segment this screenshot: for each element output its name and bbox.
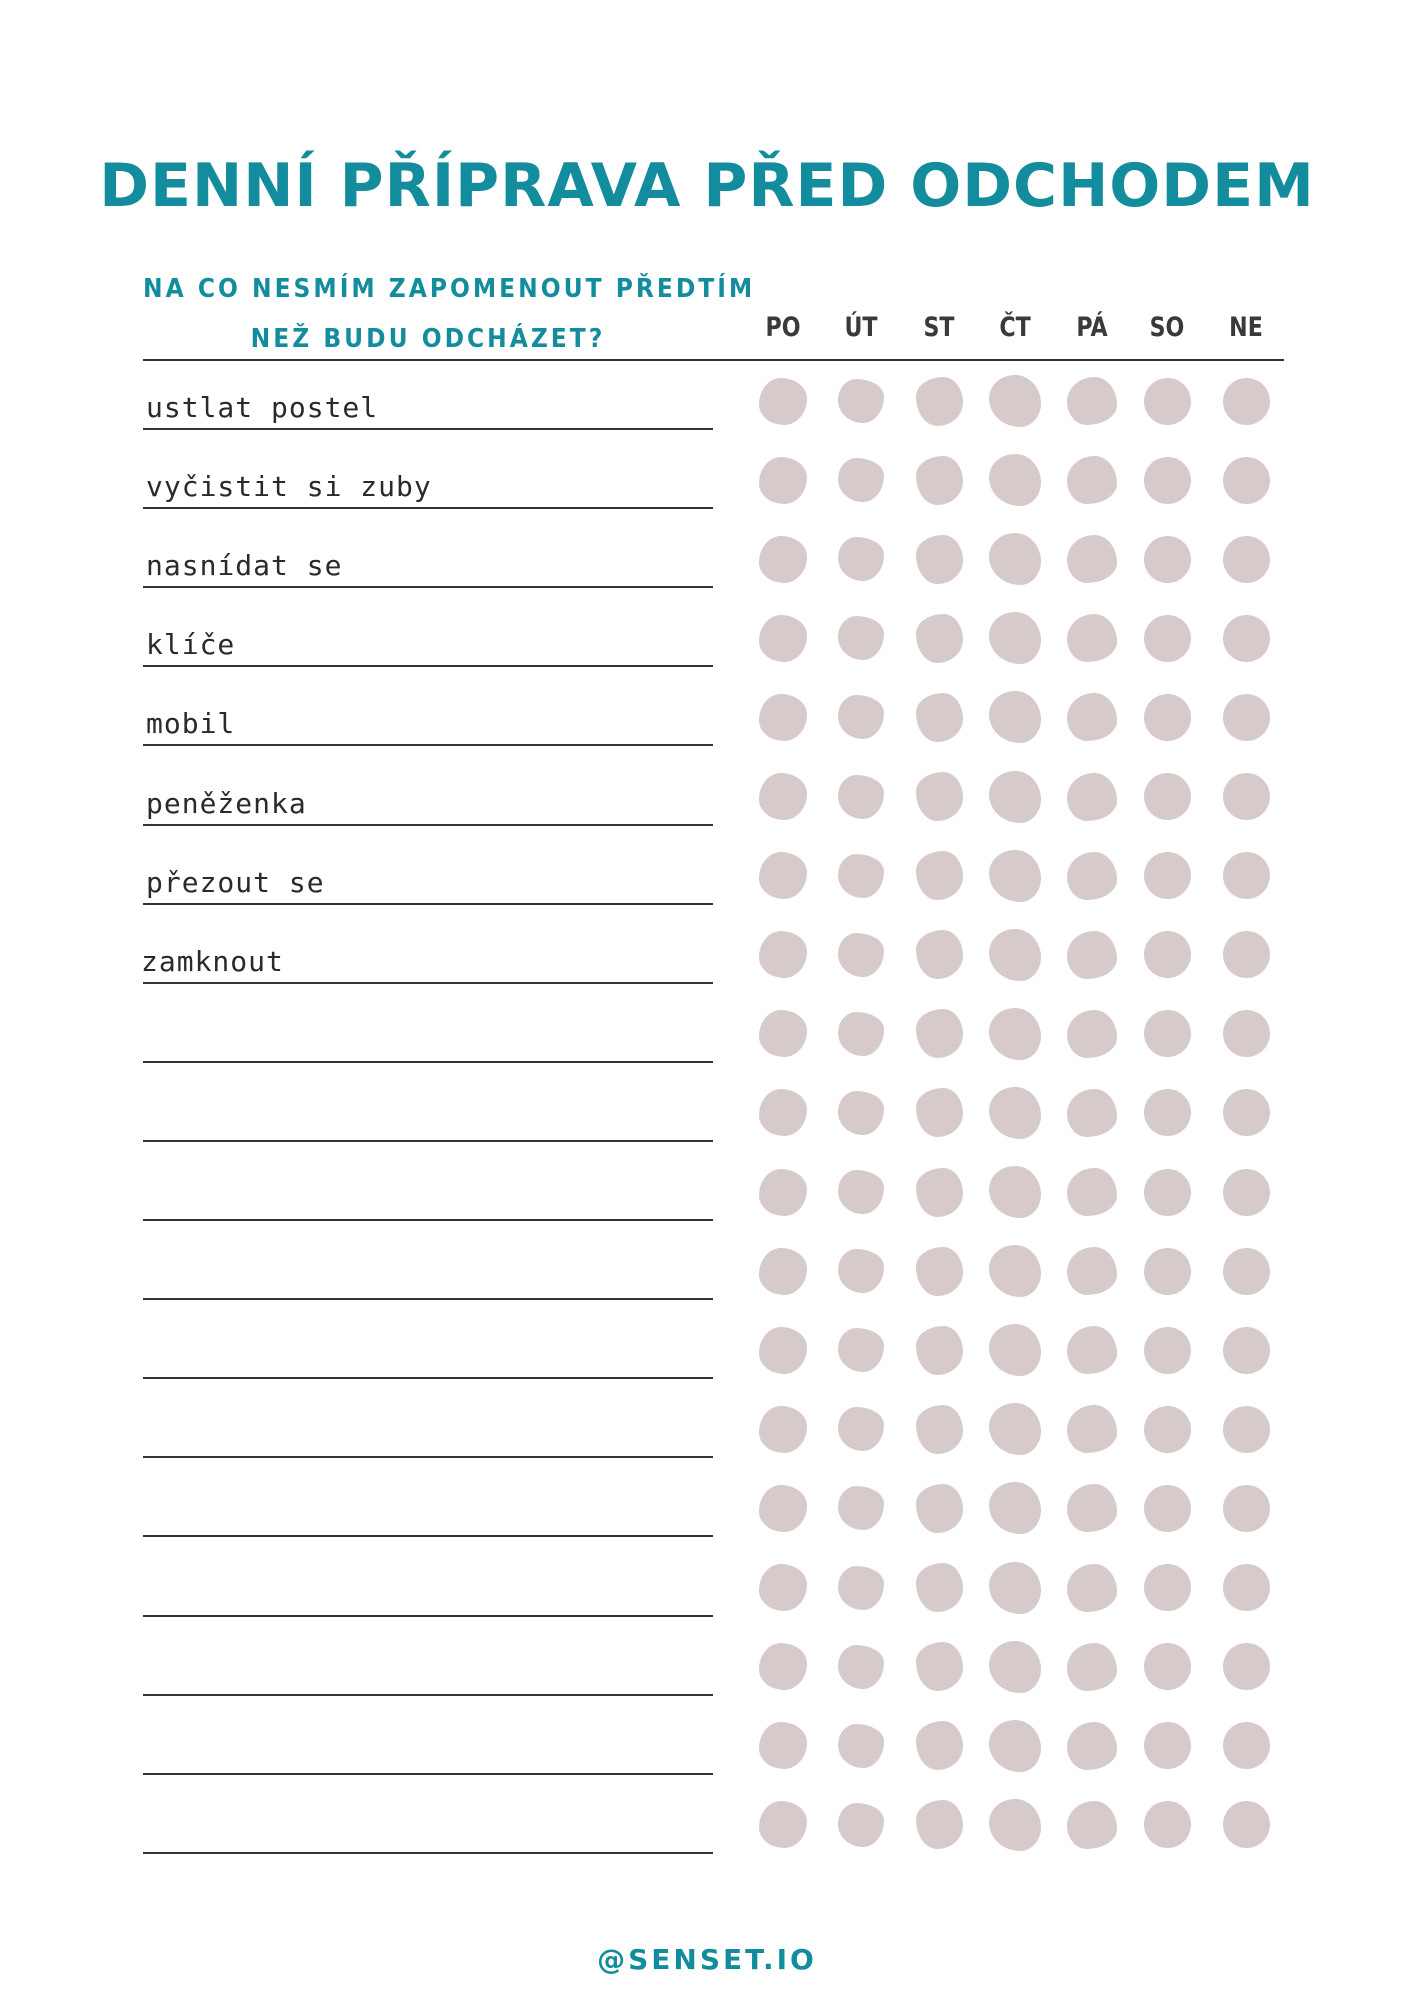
check-dot-14-so[interactable] [1144, 1406, 1191, 1453]
check-dot-14-út[interactable] [838, 1407, 884, 1451]
check-dot-13-so[interactable] [1144, 1327, 1191, 1374]
check-dot-3-ne[interactable] [1223, 536, 1270, 583]
check-dot-6-ne[interactable] [1223, 773, 1270, 820]
check-dot-17-so[interactable] [1144, 1643, 1191, 1690]
check-dot-7-út[interactable] [838, 854, 884, 898]
check-dot-10-so[interactable] [1144, 1089, 1191, 1136]
check-dot-1-čt[interactable] [989, 375, 1041, 427]
task-row[interactable] [143, 1458, 713, 1537]
check-dot-17-po[interactable] [759, 1643, 807, 1690]
task-row[interactable] [143, 984, 713, 1063]
check-dot-11-út[interactable] [838, 1170, 884, 1214]
check-dot-12-ne[interactable] [1223, 1248, 1270, 1295]
check-dot-11-po[interactable] [759, 1169, 807, 1216]
checklist-heading [143, 264, 756, 364]
check-dot-10-pá[interactable] [1067, 1089, 1117, 1137]
check-dot-3-st[interactable] [916, 535, 963, 584]
task-row[interactable] [143, 1221, 713, 1300]
check-dot-1-po[interactable] [759, 378, 807, 425]
check-dot-19-st[interactable] [916, 1800, 963, 1849]
check-dot-4-pá[interactable] [1067, 614, 1117, 662]
check-dot-1-út[interactable] [838, 379, 884, 423]
check-dot-2-po[interactable] [759, 457, 807, 504]
check-dot-17-čt[interactable] [989, 1641, 1041, 1693]
check-dot-15-út[interactable] [838, 1486, 884, 1530]
check-dot-5-pá[interactable] [1067, 693, 1117, 741]
check-dot-5-po[interactable] [759, 694, 807, 741]
task-row[interactable] [143, 667, 713, 746]
check-dot-10-po[interactable] [759, 1089, 807, 1136]
check-dot-9-ne[interactable] [1223, 1010, 1270, 1057]
check-dot-18-st[interactable] [916, 1721, 963, 1770]
check-dot-10-ne[interactable] [1223, 1089, 1270, 1136]
check-dot-7-pá[interactable] [1067, 852, 1117, 900]
check-dot-13-čt[interactable] [989, 1324, 1041, 1376]
check-dot-15-po[interactable] [759, 1485, 807, 1532]
check-dot-12-pá[interactable] [1067, 1247, 1117, 1295]
day-header-2: ST [923, 312, 955, 343]
task-row[interactable] [143, 1775, 713, 1854]
check-dot-14-st[interactable] [916, 1405, 963, 1454]
check-dot-12-so[interactable] [1144, 1248, 1191, 1295]
check-dot-18-čt[interactable] [989, 1720, 1041, 1772]
check-dot-7-st[interactable] [916, 851, 963, 900]
check-dot-16-ne[interactable] [1223, 1564, 1270, 1611]
check-dot-15-st[interactable] [916, 1484, 963, 1533]
task-label: ustlat postel [146, 391, 379, 424]
check-dot-1-ne[interactable] [1223, 378, 1270, 425]
check-dot-15-so[interactable] [1144, 1485, 1191, 1532]
check-dot-3-pá[interactable] [1067, 535, 1117, 583]
check-dot-8-pá[interactable] [1067, 931, 1117, 979]
check-dot-9-so[interactable] [1144, 1010, 1191, 1057]
check-dot-1-st[interactable] [916, 377, 963, 426]
check-dot-14-čt[interactable] [989, 1403, 1041, 1455]
check-dot-8-čt[interactable] [989, 929, 1041, 981]
task-label: mobil [146, 707, 236, 741]
check-dot-6-po[interactable] [759, 773, 807, 820]
check-dot-1-so[interactable] [1144, 378, 1191, 425]
check-dot-2-út[interactable] [838, 458, 884, 502]
check-dot-11-so[interactable] [1144, 1169, 1191, 1216]
check-dot-5-út[interactable] [838, 695, 884, 739]
check-dot-1-pá[interactable] [1067, 377, 1117, 425]
task-row[interactable] [143, 1696, 713, 1775]
check-dot-8-po[interactable] [759, 931, 807, 978]
task-row[interactable] [143, 1300, 713, 1379]
check-dot-13-út[interactable] [838, 1328, 884, 1372]
check-dot-2-so[interactable] [1144, 457, 1191, 504]
task-row[interactable] [143, 826, 713, 905]
check-dot-6-st[interactable] [916, 772, 963, 821]
check-dot-19-so[interactable] [1144, 1801, 1191, 1848]
day-header-3: ČT [999, 312, 1031, 343]
task-row[interactable] [143, 351, 713, 430]
check-dot-5-so[interactable] [1144, 694, 1191, 741]
check-dot-19-út[interactable] [838, 1803, 884, 1847]
check-dot-4-ne[interactable] [1223, 615, 1270, 662]
check-dot-7-ne[interactable] [1223, 852, 1270, 899]
check-dot-5-ne[interactable] [1223, 694, 1270, 741]
check-dot-17-pá[interactable] [1067, 1643, 1117, 1691]
check-dot-13-pá[interactable] [1067, 1326, 1117, 1374]
task-label: zamknout [141, 944, 284, 978]
check-dot-12-čt[interactable] [989, 1245, 1041, 1297]
check-dot-11-st[interactable] [916, 1168, 963, 1217]
page-title: DENNÍ PŘÍPRAVA PŘED ODCHODEM [99, 151, 1315, 221]
check-dot-7-čt[interactable] [989, 850, 1041, 902]
check-dot-18-út[interactable] [838, 1724, 884, 1768]
check-dot-6-so[interactable] [1144, 773, 1191, 820]
check-dot-2-pá[interactable] [1067, 456, 1117, 504]
task-row[interactable] [143, 1063, 713, 1142]
day-header-6: NE [1229, 312, 1263, 343]
check-dot-18-so[interactable] [1144, 1722, 1191, 1769]
check-dot-12-po[interactable] [759, 1248, 807, 1295]
check-dot-13-po[interactable] [759, 1327, 807, 1374]
check-dot-15-pá[interactable] [1067, 1484, 1117, 1532]
check-dot-2-st[interactable] [916, 456, 963, 505]
task-row[interactable] [143, 509, 713, 588]
check-dot-16-čt[interactable] [989, 1562, 1041, 1614]
check-dot-8-út[interactable] [838, 933, 884, 977]
check-dot-11-čt[interactable] [989, 1166, 1041, 1218]
check-dot-16-so[interactable] [1144, 1564, 1191, 1611]
task-row[interactable] [143, 747, 713, 826]
task-row[interactable] [143, 1142, 713, 1221]
check-dot-14-ne[interactable] [1223, 1406, 1270, 1453]
check-dot-10-út[interactable] [838, 1091, 884, 1135]
check-dot-6-čt[interactable] [989, 771, 1041, 823]
check-dot-18-pá[interactable] [1067, 1722, 1117, 1770]
checklist-heading-line-1: NA CO NESMÍM ZAPOMENOUT PŘEDTÍM [143, 274, 756, 304]
check-dot-7-po[interactable] [759, 852, 807, 899]
check-dot-3-po[interactable] [759, 536, 807, 583]
check-dot-2-ne[interactable] [1223, 457, 1270, 504]
day-header-1: ÚT [844, 312, 878, 343]
check-dot-4-čt[interactable] [989, 612, 1041, 664]
check-dot-6-pá[interactable] [1067, 773, 1117, 821]
day-header-0: PO [765, 312, 801, 343]
check-dot-11-ne[interactable] [1223, 1169, 1270, 1216]
check-dot-12-st[interactable] [916, 1247, 963, 1296]
task-label: přezout se [146, 865, 325, 899]
check-dot-9-pá[interactable] [1067, 1010, 1117, 1058]
check-dot-9-út[interactable] [838, 1012, 884, 1056]
check-dot-9-čt[interactable] [989, 1008, 1041, 1060]
check-dot-16-pá[interactable] [1067, 1564, 1117, 1612]
checklist-heading-line-2: NEŽ BUDU ODCHÁZET? [250, 324, 606, 354]
day-header-4: PÁ [1076, 312, 1108, 343]
check-dot-15-čt[interactable] [989, 1482, 1041, 1534]
check-dot-3-čt[interactable] [989, 533, 1041, 585]
check-dot-5-st[interactable] [916, 693, 963, 742]
task-row[interactable] [143, 905, 713, 984]
task-label: klíče [146, 628, 236, 662]
check-dot-19-po[interactable] [759, 1801, 807, 1848]
check-dot-4-so[interactable] [1144, 615, 1191, 662]
check-dot-15-ne[interactable] [1223, 1485, 1270, 1532]
check-dot-12-út[interactable] [838, 1249, 884, 1293]
day-header-5: SO [1149, 312, 1185, 343]
check-dot-8-st[interactable] [916, 930, 963, 979]
task-row[interactable] [143, 1617, 713, 1696]
check-dot-17-st[interactable] [916, 1642, 963, 1691]
task-row[interactable] [143, 588, 713, 667]
task-label: vyčistit si zuby [146, 470, 432, 504]
check-dot-7-so[interactable] [1144, 852, 1191, 899]
check-dot-14-pá[interactable] [1067, 1405, 1117, 1453]
check-dot-5-čt[interactable] [989, 691, 1041, 743]
check-dot-17-út[interactable] [838, 1645, 884, 1689]
check-dot-10-čt[interactable] [989, 1087, 1041, 1139]
check-dot-18-po[interactable] [759, 1722, 807, 1769]
check-dot-8-ne[interactable] [1223, 931, 1270, 978]
check-dot-19-ne[interactable] [1223, 1801, 1270, 1848]
task-row[interactable] [143, 1538, 713, 1617]
check-dot-3-út[interactable] [838, 537, 884, 581]
check-dot-10-st[interactable] [916, 1088, 963, 1137]
check-dot-19-čt[interactable] [989, 1799, 1041, 1851]
check-dot-3-so[interactable] [1144, 536, 1191, 583]
task-row[interactable] [143, 1379, 713, 1458]
check-dot-8-so[interactable] [1144, 931, 1191, 978]
check-dot-16-po[interactable] [759, 1564, 807, 1611]
check-dot-9-po[interactable] [759, 1010, 807, 1057]
check-dot-6-út[interactable] [838, 775, 884, 819]
check-dot-13-ne[interactable] [1223, 1327, 1270, 1374]
check-dot-16-út[interactable] [838, 1566, 884, 1610]
check-dot-9-st[interactable] [916, 1009, 963, 1058]
check-dot-4-út[interactable] [838, 616, 884, 660]
check-dot-13-st[interactable] [916, 1326, 963, 1375]
check-dot-4-po[interactable] [759, 615, 807, 662]
task-label: peněženka [146, 786, 307, 820]
check-dot-4-st[interactable] [916, 614, 963, 663]
check-dot-17-ne[interactable] [1223, 1643, 1270, 1690]
task-row[interactable] [143, 430, 713, 509]
check-dot-2-čt[interactable] [989, 454, 1041, 506]
check-dot-18-ne[interactable] [1223, 1722, 1270, 1769]
check-dot-11-pá[interactable] [1067, 1168, 1117, 1216]
check-dot-16-st[interactable] [916, 1563, 963, 1612]
task-label: nasnídat se [146, 549, 343, 583]
footer-handle: @SENSET.IO [597, 1943, 817, 1976]
check-dot-14-po[interactable] [759, 1406, 807, 1453]
check-dot-19-pá[interactable] [1067, 1801, 1117, 1849]
